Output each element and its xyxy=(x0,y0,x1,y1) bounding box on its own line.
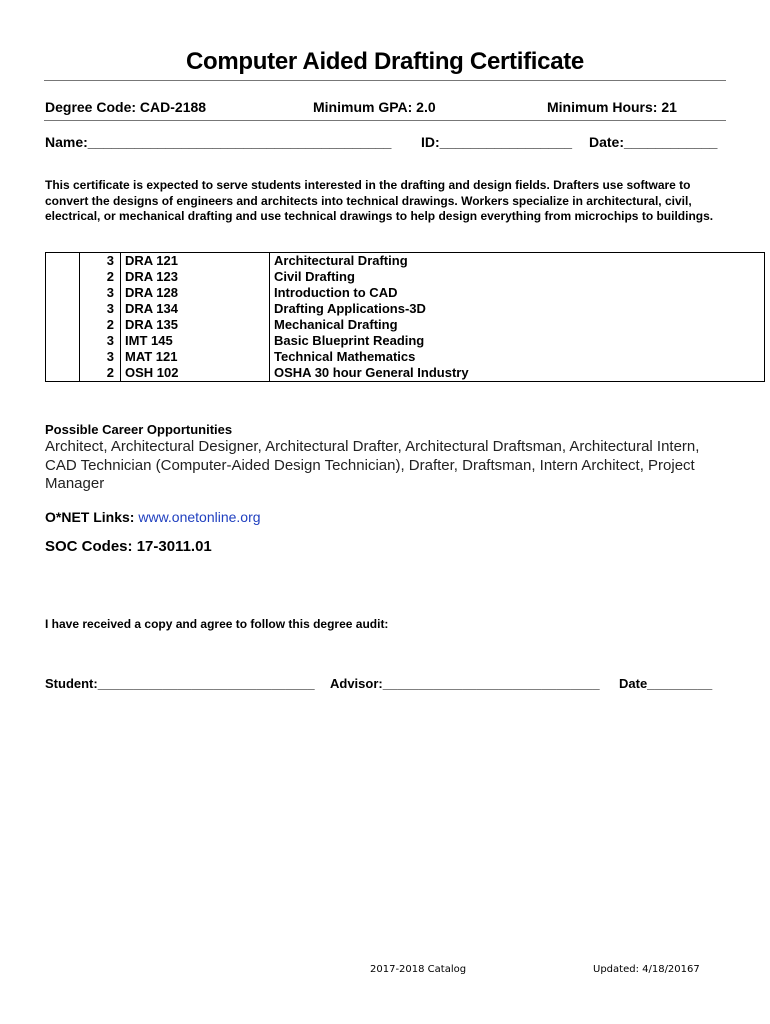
course-row xyxy=(46,285,765,301)
course-spacer xyxy=(46,253,80,270)
course-code: MAT 121 xyxy=(121,349,270,365)
course-title: OSHA 30 hour General Industry xyxy=(270,365,765,382)
course-spacer xyxy=(46,285,80,301)
course-table xyxy=(45,252,765,382)
name-field[interactable]: Name:_______________________________________ xyxy=(45,134,392,150)
careers-heading: Possible Career Opportunities xyxy=(45,422,233,437)
careers-list: Architect, Architectural Designer, Architectural Drafter, Architectural Draftsman, Architectural Intern, CAD Technician (Computer-Aided Design Technician), Drafter, Draftsman, Intern Architect, Project Manager xyxy=(45,438,700,492)
course-spacer xyxy=(46,317,80,333)
course-row xyxy=(46,365,765,382)
course-code: OSH 102 xyxy=(121,365,270,382)
course-credits: 3 xyxy=(80,285,121,301)
page-title: Computer Aided Drafting Certificate xyxy=(186,48,584,75)
footer-catalog: 2017-2018 Catalog xyxy=(370,964,467,975)
certificate-description: This certificate is expected to serve students interested in the drafting and design fields. Drafters use software to convert the designs of engineers and architects into technical drawings. Workers specialize in architectural, civil, electrical, or mechanical drafting and use technical drawings to help design everything from microchips to buildings. xyxy=(45,178,714,223)
course-spacer xyxy=(46,365,80,382)
course-code: DRA 135 xyxy=(121,317,270,333)
minimum-hours: Minimum Hours: 21 xyxy=(547,99,677,115)
id-field[interactable]: ID:_________________ xyxy=(421,134,573,150)
course-spacer xyxy=(46,301,80,317)
course-title: Introduction to CAD xyxy=(270,285,765,301)
course-code: DRA 123 xyxy=(121,269,270,285)
title-divider xyxy=(44,80,726,81)
agreement-statement: I have received a copy and agree to follow this degree audit: xyxy=(45,617,389,631)
course-row xyxy=(46,253,765,270)
soc-value: 17-3011.01 xyxy=(136,538,212,555)
onet-label: O*NET Links: xyxy=(45,509,135,525)
course-credits: 2 xyxy=(80,269,121,285)
course-code: DRA 121 xyxy=(121,253,270,270)
course-row xyxy=(46,349,765,365)
course-spacer xyxy=(46,269,80,285)
course-title: Mechanical Drafting xyxy=(270,317,765,333)
course-code: DRA 128 xyxy=(121,285,270,301)
course-code: IMT 145 xyxy=(121,333,270,349)
course-title: Drafting Applications-3D xyxy=(270,301,765,317)
onet-link[interactable]: www.onetonline.org xyxy=(138,509,261,525)
degree-code: Degree Code: CAD-2188 xyxy=(45,99,207,115)
course-spacer xyxy=(46,333,80,349)
course-credits: 3 xyxy=(80,301,121,317)
course-spacer xyxy=(46,349,80,365)
soc-codes xyxy=(45,538,212,555)
signature-date-line[interactable]: Date_________ xyxy=(619,676,713,691)
course-code: DRA 134 xyxy=(121,301,270,317)
course-row xyxy=(46,333,765,349)
course-credits: 2 xyxy=(80,365,121,382)
course-row xyxy=(46,317,765,333)
course-row xyxy=(46,269,765,285)
course-row xyxy=(46,301,765,317)
course-credits: 3 xyxy=(80,253,121,270)
course-credits: 3 xyxy=(80,349,121,365)
course-title: Architectural Drafting xyxy=(270,253,765,270)
soc-label: SOC Codes: xyxy=(45,538,133,555)
course-title: Civil Drafting xyxy=(270,269,765,285)
student-signature-line[interactable]: Student:______________________________ xyxy=(45,676,315,691)
header-divider xyxy=(44,120,726,121)
course-credits: 2 xyxy=(80,317,121,333)
course-title: Technical Mathematics xyxy=(270,349,765,365)
minimum-gpa: Minimum GPA: 2.0 xyxy=(313,99,436,115)
date-field[interactable]: Date:____________ xyxy=(589,134,718,150)
course-title: Basic Blueprint Reading xyxy=(270,333,765,349)
onet-links xyxy=(45,509,261,525)
advisor-signature-line[interactable]: Advisor:______________________________ xyxy=(330,676,600,691)
footer-updated: Updated: 4/18/20167 xyxy=(593,964,700,975)
course-credits: 3 xyxy=(80,333,121,349)
